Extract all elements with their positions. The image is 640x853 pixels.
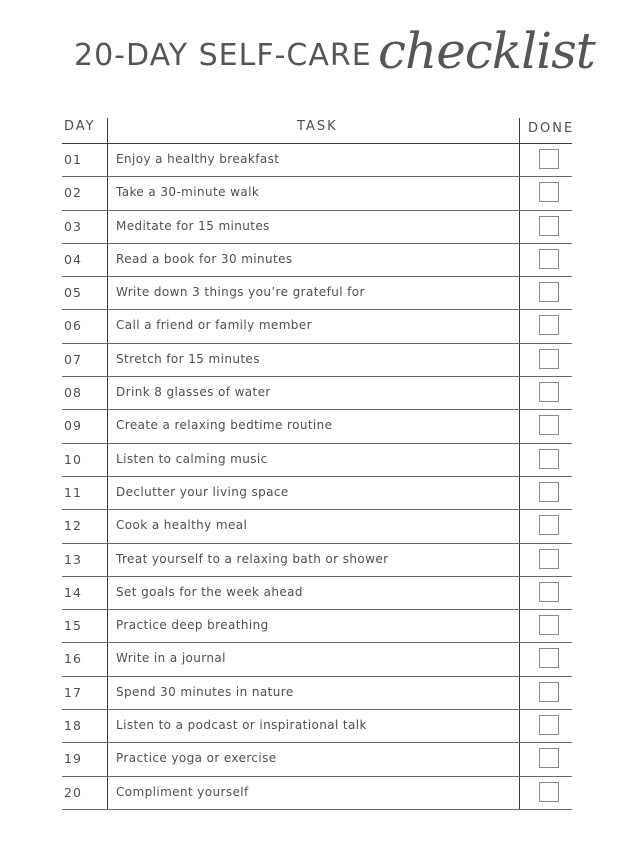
header-task: TASK xyxy=(297,119,338,134)
day-number: 18 xyxy=(64,718,82,734)
done-checkbox[interactable] xyxy=(539,415,559,435)
day-number: 14 xyxy=(64,584,82,600)
task-text: Write in a journal xyxy=(116,651,226,666)
table-row xyxy=(62,610,572,643)
table-row xyxy=(62,677,572,710)
done-checkbox[interactable] xyxy=(539,615,559,635)
table-row xyxy=(62,277,572,310)
table-row xyxy=(62,211,572,244)
table-row xyxy=(62,377,572,410)
table-row xyxy=(62,743,572,776)
day-number: 08 xyxy=(64,385,82,401)
day-number: 04 xyxy=(64,251,82,267)
done-checkbox[interactable] xyxy=(539,282,559,302)
task-text: Create a relaxing bedtime routine xyxy=(116,418,333,433)
table-row xyxy=(62,444,572,477)
table-row xyxy=(62,310,572,343)
day-number: 02 xyxy=(64,185,82,201)
task-text: Meditate for 15 minutes xyxy=(116,218,270,233)
table-row xyxy=(62,244,572,277)
day-number: 16 xyxy=(64,651,82,667)
task-text: Declutter your living space xyxy=(116,484,289,499)
day-number: 10 xyxy=(64,451,82,467)
done-checkbox[interactable] xyxy=(539,648,559,668)
checklist-table xyxy=(62,115,575,800)
task-text: Treat yourself to a relaxing bath or shower xyxy=(116,551,389,566)
done-checkbox[interactable] xyxy=(539,582,559,602)
task-text: Spend 30 minutes in nature xyxy=(116,684,294,699)
task-text: Cook a healthy meal xyxy=(116,518,248,533)
day-number: 19 xyxy=(64,751,82,767)
done-checkbox[interactable] xyxy=(539,715,559,735)
done-checkbox[interactable] xyxy=(539,682,559,702)
day-number: 11 xyxy=(64,484,82,500)
table-row xyxy=(62,510,572,543)
done-checkbox[interactable] xyxy=(539,782,559,802)
table-row xyxy=(62,544,572,577)
day-number: 13 xyxy=(64,551,82,567)
day-number: 01 xyxy=(64,152,82,167)
table-row xyxy=(62,144,572,177)
checklist-rows xyxy=(62,144,572,810)
table-row xyxy=(62,577,572,610)
done-checkbox[interactable] xyxy=(539,515,559,535)
done-checkbox[interactable] xyxy=(539,249,559,269)
task-text: Set goals for the week ahead xyxy=(116,584,303,599)
day-number: 12 xyxy=(64,518,82,534)
task-text: Listen to calming music xyxy=(116,451,268,466)
done-checkbox[interactable] xyxy=(539,549,559,569)
header-done: DONE xyxy=(528,121,575,136)
done-checkbox[interactable] xyxy=(539,482,559,502)
header-day: DAY xyxy=(64,119,96,134)
task-text: Call a friend or family member xyxy=(116,318,312,333)
done-checkbox[interactable] xyxy=(539,182,559,202)
task-text: Take a 30-minute walk xyxy=(116,185,260,200)
table-row xyxy=(62,344,572,377)
day-number: 20 xyxy=(64,784,82,800)
task-text: Compliment yourself xyxy=(116,784,249,799)
done-checkbox[interactable] xyxy=(539,315,559,335)
done-checkbox[interactable] xyxy=(539,382,559,402)
task-text: Read a book for 30 minutes xyxy=(116,251,293,266)
done-checkbox[interactable] xyxy=(539,449,559,469)
done-checkbox[interactable] xyxy=(539,349,559,369)
task-text: Practice yoga or exercise xyxy=(116,751,277,766)
task-text: Listen to a podcast or inspirational talk xyxy=(116,718,367,733)
day-number: 15 xyxy=(64,618,82,634)
day-number: 03 xyxy=(64,218,82,234)
done-checkbox[interactable] xyxy=(539,748,559,768)
table-row xyxy=(62,643,572,676)
title-script: checklist xyxy=(378,22,595,80)
task-text: Stretch for 15 minutes xyxy=(116,351,260,366)
task-text: Drink 8 glasses of water xyxy=(116,385,271,400)
table-row xyxy=(62,177,572,210)
day-number: 05 xyxy=(64,285,82,301)
task-text: Enjoy a healthy breakfast xyxy=(116,152,280,166)
table-row xyxy=(62,477,572,510)
day-number: 09 xyxy=(64,418,82,434)
table-row xyxy=(62,410,572,443)
day-number: 17 xyxy=(64,684,82,700)
day-number: 06 xyxy=(64,318,82,334)
table-row xyxy=(62,710,572,743)
day-number: 07 xyxy=(64,351,82,367)
done-checkbox[interactable] xyxy=(539,149,559,169)
page-title xyxy=(74,18,594,88)
title-main: 20-DAY SELF-CARE xyxy=(74,38,372,73)
done-checkbox[interactable] xyxy=(539,216,559,236)
table-header xyxy=(62,115,575,143)
task-text: Write down 3 things you’re grateful for xyxy=(116,285,365,300)
task-text: Practice deep breathing xyxy=(116,618,269,633)
table-row xyxy=(62,777,572,810)
